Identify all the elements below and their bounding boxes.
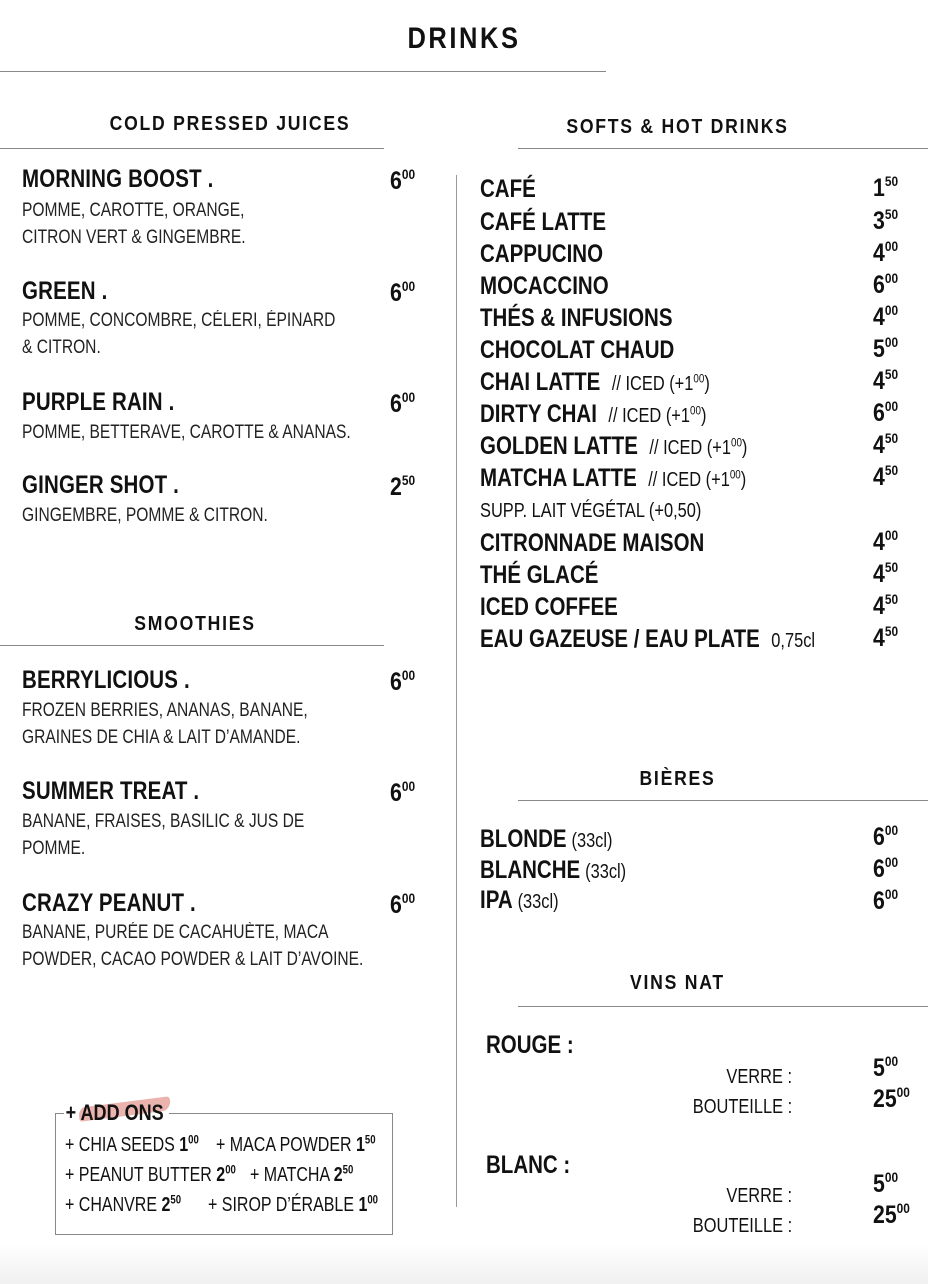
softs-divider (518, 148, 928, 149)
iced-note: // ICED $(+1^{00})$ (608, 403, 707, 427)
bottle-label: BOUTEILLE : (692, 1096, 792, 1118)
drink-price: $4^{50}$ (873, 590, 899, 620)
drink-item: ICED COFFEE (480, 593, 618, 621)
drink-price: $4^{00}$ (873, 301, 899, 331)
item-description: BANANE, FRAISES, BASILIC & JUS DE POMME. (22, 811, 305, 859)
beer-item: IPA (33cl) (480, 886, 559, 914)
page-title: DRINKS (407, 22, 521, 55)
addon-item: + PEANUT BUTTER $2^{00}$ (65, 1162, 236, 1186)
wine-group-name: BLANC : (486, 1151, 571, 1179)
drink-price: $6^{00}$ (873, 397, 899, 427)
addon-item: + MATCHA $2^{50}$ (250, 1162, 354, 1186)
drink-price: $4^{50}$ (873, 365, 899, 395)
item-price: $6^{00}$ (390, 165, 416, 195)
drink-price: $4^{50}$ (873, 461, 899, 491)
wines-section-title: VINS NAT (630, 972, 725, 994)
softs-section-title: SOFTS & HOT DRINKS (566, 116, 789, 138)
iced-note: // ICED $(+1^{00})$ (648, 467, 747, 491)
item-description: FROZEN BERRIES, ANANAS, BANANE, GRAINES DE CHIA & LAIT D’AMANDE. (22, 700, 308, 748)
drink-item: GOLDEN LATTE // ICED $(+1^{00})$ (480, 432, 748, 460)
item-name: PURPLE RAIN . (22, 388, 175, 416)
title-divider (0, 71, 606, 72)
smoothies-section-title: SMOOTHIES (134, 613, 256, 635)
drink-item: CAFÉ LATTE (480, 208, 607, 236)
volume-note: 0,75cl (771, 630, 816, 652)
beers-section-title: BIÈRES (639, 768, 716, 790)
item-price: $6^{00}$ (390, 666, 416, 696)
beer-price: $6^{00}$ (873, 853, 899, 883)
beer-price: $6^{00}$ (873, 885, 899, 915)
item-price: $2^{50}$ (390, 471, 416, 501)
item-name: GINGER SHOT . (22, 471, 180, 499)
drink-item: THÉS & INFUSIONS (480, 304, 673, 332)
item-description: POMME, CONCOMBRE, CÉLERI, ÉPINARD & CITRON. (22, 310, 336, 358)
drink-item: CHOCOLAT CHAUD (480, 336, 675, 364)
glass-label: VERRE : (726, 1185, 792, 1207)
item-name: GREEN . (22, 277, 108, 305)
glass-price: $5^{00}$ (873, 1168, 899, 1198)
bottom-shade (0, 1244, 928, 1284)
wine-group-name: ROUGE : (486, 1031, 574, 1059)
item-name: BERRYLICIOUS . (22, 666, 190, 694)
glass-price: $5^{00}$ (873, 1052, 899, 1082)
drink-item: CHAI LATTE // ICED $(+1^{00})$ (480, 368, 710, 396)
drink-price: $6^{00}$ (873, 269, 899, 299)
item-description: POMME, BETTERAVE, CAROTTE & ANANAS. (22, 422, 351, 443)
wines-divider (518, 1006, 928, 1007)
beer-price: $6^{00}$ (873, 821, 899, 851)
beer-item: BLANCHE (33cl) (480, 856, 627, 884)
smoothies-divider (0, 645, 384, 646)
drink-item: THÉ GLACÉ (480, 561, 599, 589)
item-price: $6^{00}$ (390, 889, 416, 919)
item-description: GINGEMBRE, POMME & CITRON. (22, 505, 268, 526)
item-name: CRAZY PEANUT . (22, 889, 196, 917)
drink-price: $3^{50}$ (873, 205, 899, 235)
glass-label: VERRE : (726, 1066, 792, 1088)
juices-section-title: COLD PRESSED JUICES (109, 113, 351, 135)
iced-note: // ICED $(+1^{00})$ (649, 435, 748, 459)
addon-item: + SIROP D’ÉRABLE $1^{00}$ (208, 1192, 379, 1216)
drink-price: $1^{50}$ (873, 172, 899, 202)
drink-price: $5^{00}$ (873, 333, 899, 363)
juices-divider (0, 148, 384, 149)
beers-divider (518, 800, 928, 801)
addon-item: + MACA POWDER $1^{50}$ (216, 1132, 376, 1156)
drink-price: $4^{50}$ (873, 622, 899, 652)
bottle-price: $25^{00}$ (873, 1199, 910, 1229)
beer-item: BLONDE (33cl) (480, 825, 613, 853)
drink-price: $4^{00}$ (873, 237, 899, 267)
addon-item: + CHANVRE $2^{50}$ (65, 1192, 182, 1216)
iced-note: // ICED $(+1^{00})$ (611, 371, 710, 395)
drink-item: MATCHA LATTE // ICED $(+1^{00})$ (480, 464, 747, 492)
addons-title: + ADD ONS (64, 1100, 169, 1126)
drink-item: CAPPUCINO (480, 240, 604, 268)
item-name: SUMMER TREAT . (22, 777, 200, 805)
drink-price: $4^{50}$ (873, 558, 899, 588)
drink-item: CAFÉ (480, 175, 536, 203)
column-divider (456, 175, 457, 1207)
item-price: $6^{00}$ (390, 277, 416, 307)
addon-item: + CHIA SEEDS $1^{00}$ (65, 1132, 199, 1156)
drink-item: EAU GAZEUSE / EAU PLATE 0,75cl (480, 625, 816, 653)
drink-item: DIRTY CHAI // ICED $(+1^{00})$ (480, 400, 707, 428)
item-name: MORNING BOOST . (22, 165, 214, 193)
item-description: POMME, CAROTTE, ORANGE, CITRON VERT & GINGEMBRE. (22, 200, 246, 248)
drink-item: MOCACCINO (480, 272, 609, 300)
item-price: $6^{00}$ (390, 388, 416, 418)
drink-price: $4^{00}$ (873, 526, 899, 556)
item-description: BANANE, PURÉE DE CACAHUÈTE, MACA POWDER, CACAO POWDER & LAIT D’AVOINE. (22, 922, 364, 970)
item-price: $6^{00}$ (390, 777, 416, 807)
bottle-price: $25^{00}$ (873, 1083, 910, 1113)
drink-price: $4^{50}$ (873, 429, 899, 459)
drink-item: CITRONNADE MAISON (480, 529, 705, 557)
bottle-label: BOUTEILLE : (692, 1215, 792, 1237)
supp-note: SUPP. LAIT VÉGÉTAL (+0,50) (480, 500, 702, 522)
